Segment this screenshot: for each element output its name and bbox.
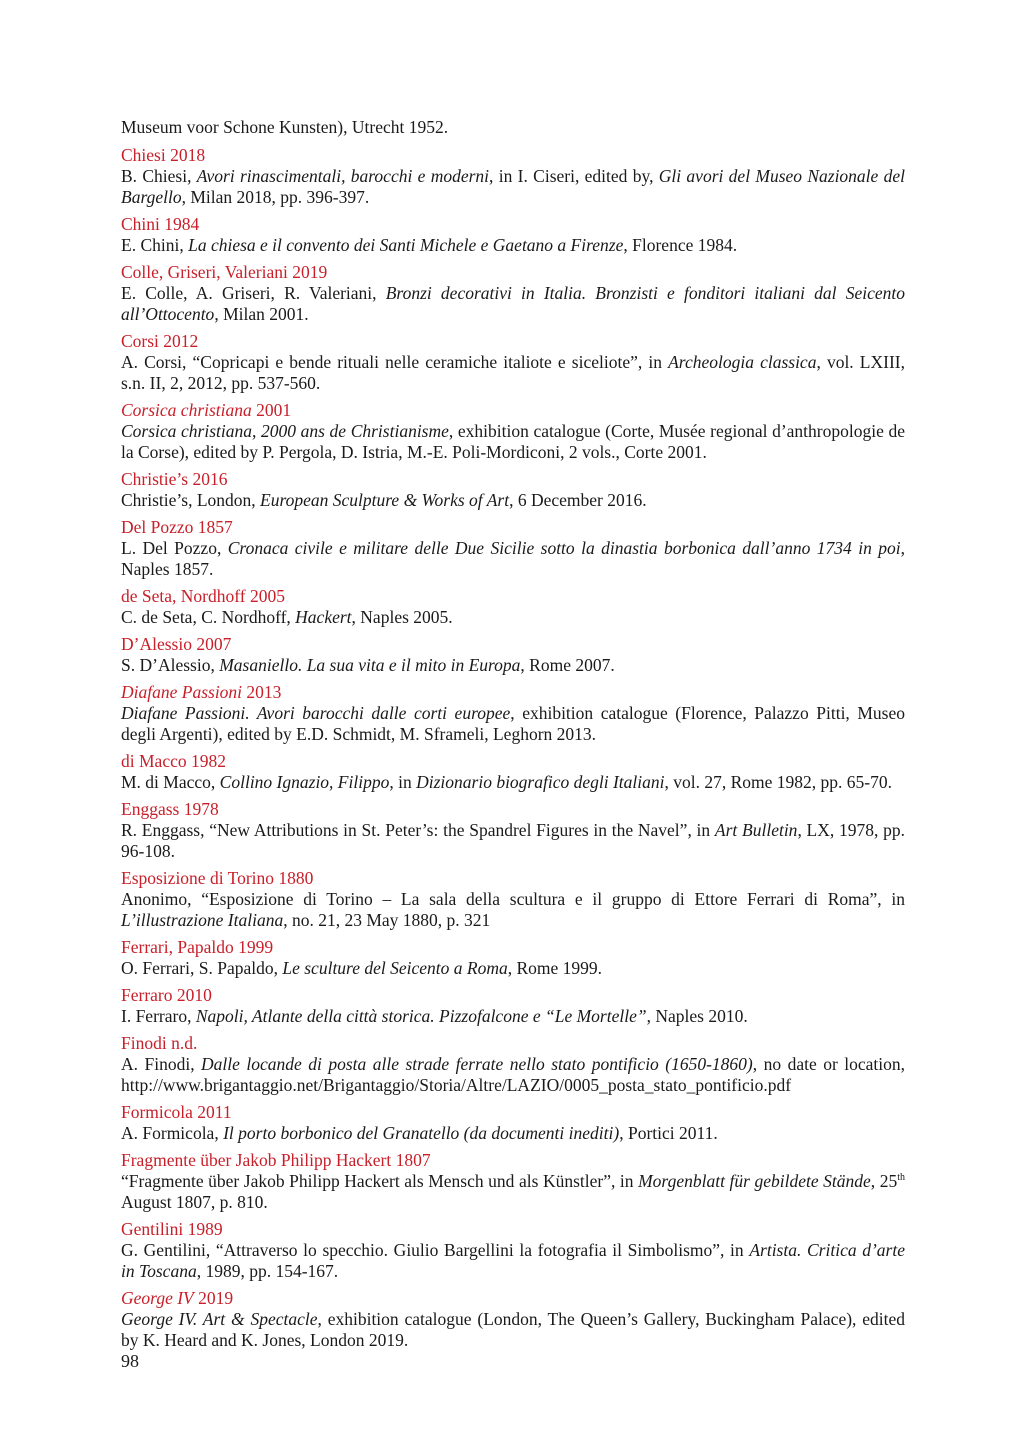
italic-text: Dalle locande di posta alle strade ferrate nello stato pontificio (1650-1860) — [201, 1054, 753, 1074]
text-run: Chini 1984 — [121, 214, 200, 234]
entry-reference — [121, 421, 905, 463]
text-run: , Rome 1999. — [507, 958, 603, 978]
italic-text: George IV — [121, 1288, 194, 1308]
entry-key — [121, 262, 905, 283]
text-run: Gentilini 1989 — [121, 1219, 223, 1239]
entry-key — [121, 331, 905, 352]
bibliography-entry — [121, 682, 905, 745]
entry-reference — [121, 166, 905, 208]
entry-key — [121, 145, 905, 166]
entry-reference — [121, 538, 905, 580]
entry-reference — [121, 958, 905, 979]
entry-key — [121, 868, 905, 889]
entry-reference — [121, 490, 905, 511]
bibliography-entry — [121, 586, 905, 628]
text-run: I. Ferraro, — [121, 1006, 196, 1026]
text-run: , in I. Ciseri, edited by, — [489, 166, 659, 186]
entry-key — [121, 586, 905, 607]
entry-reference — [121, 772, 905, 793]
italic-text: Le sculture del Seicento a Roma — [282, 958, 508, 978]
entry-key — [121, 1150, 905, 1171]
entry-reference — [121, 703, 905, 745]
italic-text: Cronaca civile e militare delle Due Sicilie sotto la dinastia borbonica dall’anno 1734 in poi — [227, 538, 901, 558]
bibliography-entry — [121, 985, 905, 1027]
italic-text: Collino Ignazio, Filippo — [219, 772, 390, 792]
entry-key — [121, 400, 905, 421]
text-run: Fragmente über Jakob Philipp Hackert 1807 — [121, 1150, 431, 1170]
continued-reference: Museum voor Schone Kunsten), Utrecht 1952. — [121, 117, 449, 137]
entry-key — [121, 469, 905, 490]
text-run: 2019 — [193, 1288, 234, 1308]
entry-key — [121, 1102, 905, 1123]
italic-text: L’illustrazione Italiana — [121, 910, 284, 930]
bibliography-entry — [121, 1288, 905, 1351]
italic-text: Archeologia classica — [668, 352, 817, 372]
text-run: , Rome 2007. — [520, 655, 615, 675]
entry-key — [121, 799, 905, 820]
entry-reference — [121, 607, 905, 628]
text-run: Colle, Griseri, Valeriani 2019 — [121, 262, 328, 282]
bibliography-entry — [121, 331, 905, 394]
italic-text: Morgenblatt für gebildete Stände — [638, 1171, 871, 1191]
bibliography-entry — [121, 1033, 905, 1096]
bibliography-entry — [121, 400, 905, 463]
italic-text: Masaniello. La sua vita e il mito in Europa — [219, 655, 521, 675]
italic-text: Diafane Passioni. Avori barocchi dalle corti europee — [121, 703, 511, 723]
text-run: , 6 December 2016. — [509, 490, 647, 510]
text-run: Ferraro 2010 — [121, 985, 212, 1005]
bibliography-entry — [121, 751, 905, 793]
italic-text: La chiesa e il convento dei Santi Michele e Gaetano a Firenze — [188, 235, 624, 255]
text-run: C. de Seta, C. Nordhoff, — [121, 607, 296, 627]
entry-reference — [121, 1240, 905, 1282]
text-run: 2001 — [251, 400, 292, 420]
text-run: , vol. LXIII, s.n. II, 2, 2012, pp. 537-560. — [121, 352, 905, 393]
italic-text: Gli avori del Museo Nazionale del Bargello — [121, 166, 905, 207]
entry-reference — [121, 1123, 905, 1144]
text-run: Corsi 2012 — [121, 331, 199, 351]
entry-reference — [121, 235, 905, 256]
text-run: Del Pozzo 1857 — [121, 517, 233, 537]
bibliography — [121, 117, 905, 1357]
entry-key — [121, 985, 905, 1006]
entry-key — [121, 1033, 905, 1054]
text-run: , exhibition catalogue (Corte, Musée regional d’anthropologie de la Corse), edited by P. Pergola, D. Istria, M.-E. Poli-Mordiconi, 2 vols., Corte 2001. — [121, 421, 905, 462]
text-run: , exhibition catalogue (Florence, Palazzo Pitti, Museo degli Argenti), edited by E.D. Schmidt, M. Sframeli, Leghorn 2013. — [121, 703, 905, 744]
italic-text: Il porto borbonico del Granatello (da documenti inediti) — [223, 1123, 620, 1143]
entry-reference — [121, 820, 905, 862]
text-run: Christie’s, London, — [121, 490, 261, 510]
text-run: S. D’Alessio, — [121, 655, 220, 675]
text-run: de Seta, Nordhoff 2005 — [121, 586, 285, 606]
italic-text: George IV. Art & Spectacle — [121, 1309, 318, 1329]
entry-reference — [121, 889, 905, 931]
entry-key — [121, 517, 905, 538]
text-run: A. Formicola, — [121, 1123, 224, 1143]
entry-key — [121, 634, 905, 655]
entry-reference — [121, 1006, 905, 1027]
text-run: Chiesi 2018 — [121, 145, 206, 165]
text-run: , 25 — [870, 1171, 898, 1191]
text-run: E. Chini, — [121, 235, 189, 255]
text-run: , in — [389, 772, 417, 792]
italic-text: Dizionario biografico degli Italiani — [416, 772, 665, 792]
text-run: , 1989, pp. 154-167. — [196, 1261, 339, 1281]
text-run: E. Colle, A. Griseri, R. Valeriani, — [121, 283, 386, 303]
text-run: M. di Macco, — [121, 772, 220, 792]
entry-key — [121, 1288, 905, 1309]
text-run: Esposizione di Torino 1880 — [121, 868, 314, 888]
italic-text: Diafane Passioni — [121, 682, 243, 702]
italic-text: Hackert — [295, 607, 352, 627]
entry-reference — [121, 1171, 905, 1213]
text-run: Anonimo, “Esposizione di Torino – La sala della scultura e il gruppo di Ettore Ferrari di Roma”, in — [121, 889, 905, 909]
bibliography-entry — [121, 937, 905, 979]
entry-key — [121, 1219, 905, 1240]
text-run: Christie’s 2016 — [121, 469, 228, 489]
text-run: Formicola 2011 — [121, 1102, 232, 1122]
text-run: , Milan 2018, pp. 396-397. — [181, 187, 370, 207]
italic-text: Corsica christiana — [121, 400, 252, 420]
bibliography-entry — [121, 799, 905, 862]
bibliography-entry — [121, 1219, 905, 1282]
text-run: Finodi n.d. — [121, 1033, 198, 1053]
bibliography-entry — [121, 145, 905, 208]
text-run: A. Finodi, — [121, 1054, 202, 1074]
italic-text: Artista. Critica d’arte in Toscana — [121, 1240, 905, 1281]
text-run: , Portici 2011. — [619, 1123, 718, 1143]
text-run: 2013 — [242, 682, 282, 702]
bibliography-entry — [121, 1102, 905, 1144]
entry-reference — [121, 1054, 905, 1096]
italic-text: Art Bulletin — [714, 820, 798, 840]
bibliography-entry — [121, 868, 905, 931]
text-run: L. Del Pozzo, — [121, 538, 228, 558]
text-run: A. Corsi, “Copricapi e bende rituali nelle ceramiche italiote e siceliote”, in — [121, 352, 669, 372]
page-number: 98 — [121, 1351, 139, 1371]
text-run: , LX, 1978, pp. 96-108. — [121, 820, 905, 861]
text-run: August 1807, p. 810. — [121, 1192, 268, 1212]
text-run: , no. 21, 23 May 1880, p. 321 — [283, 910, 491, 930]
entry-key — [121, 214, 905, 235]
bibliography-entry — [121, 1150, 905, 1213]
text-run: O. Ferrari, S. Papaldo, — [121, 958, 283, 978]
text-run: , vol. 27, Rome 1982, pp. 65-70. — [664, 772, 892, 792]
text-run: “Fragmente über Jakob Philipp Hackert als Mensch und als Künstler”, in — [121, 1171, 639, 1191]
text-run: G. Gentilini, “Attraverso lo specchio. Giulio Bargellini la fotografia il Simbolismo”, in — [121, 1240, 750, 1260]
italic-text: Napoli, Atlante della città storica. Pizzofalcone e “Le Mortelle” — [195, 1006, 647, 1026]
bibliography-entry — [121, 214, 905, 256]
bibliography-entry — [121, 634, 905, 676]
bibliography-entry — [121, 469, 905, 511]
text-run: , Florence 1984. — [623, 235, 738, 255]
italic-text: Corsica christiana, 2000 ans de Christianisme — [121, 421, 449, 441]
text-run: B. Chiesi, — [121, 166, 197, 186]
italic-text: European Sculpture & Works of Art — [260, 490, 510, 510]
text-run: di Macco 1982 — [121, 751, 226, 771]
entry-key — [121, 751, 905, 772]
entry-key — [121, 682, 905, 703]
text-run: Enggass 1978 — [121, 799, 219, 819]
entry-reference — [121, 655, 905, 676]
text-run: th — [897, 1172, 905, 1184]
text-run: , Naples 2005. — [351, 607, 453, 627]
text-run: , no date or location, http://www.brigantaggio.net/Brigantaggio/Storia/Altre/LAZIO/0005_posta_stato_pontificio.pdf — [121, 1054, 905, 1095]
italic-text: Bronzi decorativi in Italia. Bronzisti e fonditori italiani dal Seicento all’Ottocento — [121, 283, 905, 324]
entry-key — [121, 937, 905, 958]
bibliography-entry — [121, 517, 905, 580]
bibliography-entry — [121, 262, 905, 325]
entry-reference — [121, 283, 905, 325]
text-run: , Milan 2001. — [214, 304, 309, 324]
text-run: , Naples 2010. — [646, 1006, 748, 1026]
text-run: Ferrari, Papaldo 1999 — [121, 937, 274, 957]
text-run: , Naples 1857. — [121, 538, 905, 579]
text-run: , exhibition catalogue (London, The Queen’s Gallery, Buckingham Palace), edited by K. Heard and K. Jones, London 2019. — [121, 1309, 905, 1350]
italic-text: Avori rinascimentali, barocchi e moderni — [196, 166, 490, 186]
entry-reference — [121, 352, 905, 394]
text-run: R. Enggass, “New Attributions in St. Peter’s: the Spandrel Figures in the Navel”, in — [121, 820, 715, 840]
text-run: D’Alessio 2007 — [121, 634, 232, 654]
entry-reference — [121, 1309, 905, 1351]
bibliography-entries — [121, 145, 905, 1351]
